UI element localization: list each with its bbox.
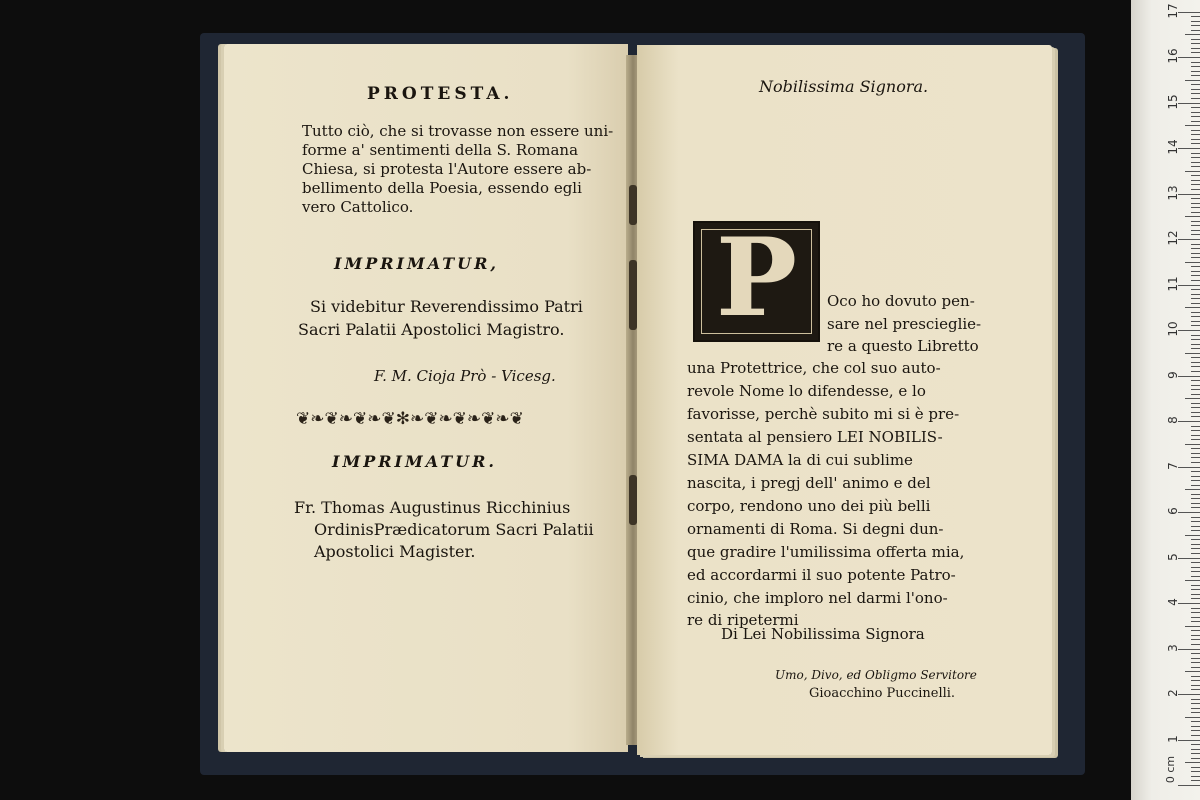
ruler-tick [1191, 48, 1200, 49]
ruler-tick [1191, 712, 1200, 713]
ruler-tick [1191, 749, 1200, 750]
letter-line-4: una Protettrice, che col suo auto- [687, 359, 941, 377]
ruler-tick [1191, 667, 1200, 668]
ruler-tick [1191, 184, 1200, 185]
ruler-tick [1191, 316, 1200, 317]
ruler-tick [1191, 43, 1200, 44]
ruler-tick [1178, 330, 1200, 331]
ruler-tick [1191, 576, 1200, 577]
ruler-tick [1191, 480, 1200, 481]
ruler-tick [1191, 325, 1200, 326]
ruler-tick [1185, 626, 1200, 627]
ruler-tick [1191, 439, 1200, 440]
ruler-tick [1178, 148, 1200, 149]
ruler-tick [1191, 21, 1200, 22]
ruler-tick [1185, 535, 1200, 536]
ruler-tick [1191, 52, 1200, 53]
ruler-tick [1191, 594, 1200, 595]
ruler-tick [1185, 262, 1200, 263]
ruler-tick [1191, 680, 1200, 681]
ruler-tick [1191, 548, 1200, 549]
ruler-tick [1191, 289, 1200, 290]
ruler-tick [1178, 194, 1200, 195]
ruler-tick [1191, 312, 1200, 313]
ruler-tick [1178, 57, 1200, 58]
ruler-tick [1191, 644, 1200, 645]
ruler-tick [1185, 171, 1200, 172]
initial-letter: P [715, 221, 798, 341]
right-page [637, 45, 1052, 755]
ruler-tick [1191, 203, 1200, 204]
ruler-tick [1178, 103, 1200, 104]
letter-line-3: re a questo Libretto [827, 337, 979, 355]
letter-line-7: sentata al pensiero LEI NOBILIS- [687, 428, 943, 446]
ruler-tick [1191, 553, 1200, 554]
gutter-tear [629, 185, 637, 225]
ruler-tick [1178, 694, 1200, 695]
closing-formula: Di Lei Nobilissima Signora [721, 625, 925, 643]
ruler-tick [1191, 621, 1200, 622]
ruler-unit-label: 0 cm [1164, 755, 1178, 784]
ruler-tick [1191, 225, 1200, 226]
ruler-tick [1191, 134, 1200, 135]
ruler-tick [1191, 776, 1200, 777]
ruler-tick [1191, 198, 1200, 199]
ruler-tick [1191, 157, 1200, 158]
ruler-tick [1185, 580, 1200, 581]
ruler-tick [1191, 234, 1200, 235]
ruler-tick [1191, 635, 1200, 636]
ruler-tick [1191, 767, 1200, 768]
ruler-tick [1191, 412, 1200, 413]
ruler-tick [1185, 489, 1200, 490]
imprimatur-2-line-1: Fr. Thomas Augustinus Ricchinius [294, 498, 571, 517]
ruler-tick [1191, 389, 1200, 390]
ruler-number: 4 [1166, 598, 1180, 606]
ruler-tick [1191, 371, 1200, 372]
ruler-tick [1191, 662, 1200, 663]
ruler-tick [1185, 717, 1200, 718]
ruler-tick [1191, 385, 1200, 386]
ruler-tick [1191, 166, 1200, 167]
ruler-number: 9 [1166, 370, 1180, 379]
ruler-number: 5 [1166, 552, 1180, 561]
ruler-tick [1191, 771, 1200, 772]
ruler-tick [1191, 348, 1200, 349]
ruler-tick [1191, 248, 1200, 249]
ruler-tick [1191, 517, 1200, 518]
ruler-tick [1191, 366, 1200, 367]
ruler-tick [1191, 394, 1200, 395]
ruler-tick [1178, 740, 1200, 741]
ruler-tick [1191, 426, 1200, 427]
ruler-tick [1185, 307, 1200, 308]
ruler-number: 17 [1166, 2, 1180, 19]
ruler-tick [1191, 539, 1200, 540]
ruler-tick [1191, 494, 1200, 495]
ruler-tick [1191, 362, 1200, 363]
protest-title: PROTESTA. [367, 84, 514, 104]
ruler-tick [1191, 62, 1200, 63]
ruler-tick [1191, 253, 1200, 254]
ruler-tick [1178, 467, 1200, 468]
gutter-tear [629, 475, 637, 525]
ruler-tick [1191, 430, 1200, 431]
ruler-tick [1191, 703, 1200, 704]
signature-title: Umo, Divo, ed Obligmo Servitore [775, 668, 977, 682]
letter-line-1: Oco ho dovuto pen- [827, 292, 975, 310]
signatory-1: F. M. Cioja Prò - Vicesg. [374, 367, 556, 385]
ruler-tick [1191, 485, 1200, 486]
ruler-tick [1191, 571, 1200, 572]
ruler-tick [1178, 285, 1200, 286]
ruler-tick [1191, 294, 1200, 295]
ruler-tick [1191, 676, 1200, 677]
ruler-tick [1191, 462, 1200, 463]
ruler-tick [1191, 567, 1200, 568]
ruler-tick [1191, 244, 1200, 245]
ruler-tick [1191, 471, 1200, 472]
ruler-tick [1191, 89, 1200, 90]
ruler-tick [1191, 93, 1200, 94]
ruler-tick [1178, 421, 1200, 422]
ruler-number: 6 [1166, 507, 1180, 515]
ruler-tick [1191, 130, 1200, 131]
letter-line-14: cinio, che imploro nel darmi l'ono- [687, 589, 948, 607]
signature-name: Gioacchino Puccinelli. [809, 686, 956, 701]
ruler-tick [1191, 407, 1200, 408]
ruler-tick [1191, 476, 1200, 477]
ruler-tick [1191, 321, 1200, 322]
ruler-tick [1191, 758, 1200, 759]
ruler-tick [1191, 380, 1200, 381]
ruler-tick [1191, 180, 1200, 181]
imprimatur-heading-1: IMPRIMATUR, [334, 254, 499, 273]
ruler-tick [1191, 721, 1200, 722]
letter-line-5: revole Nome lo difendesse, e lo [687, 382, 926, 400]
ruler-number: 7 [1166, 461, 1180, 470]
ruler-tick [1191, 598, 1200, 599]
protest-line-1: Tutto ciò, che si trovasse non essere uni- [302, 122, 614, 140]
ruler-tick [1191, 608, 1200, 609]
ruler-tick [1191, 699, 1200, 700]
letter-line-10: corpo, rendono uno dei più belli [687, 497, 931, 515]
ruler-tick [1191, 503, 1200, 504]
ornament-divider: ❦❧❦❧❦❧❦✻❧❦❧❦❧❦❧❦ [296, 409, 524, 429]
ruler-tick [1191, 121, 1200, 122]
imprimatur-1-line-1: Si videbitur Reverendissimo Patri [310, 297, 583, 316]
ruler-tick [1191, 726, 1200, 727]
ruler-tick [1191, 153, 1200, 154]
ruler-number: 16 [1166, 48, 1180, 64]
ruler-tick [1191, 344, 1200, 345]
ruler-tick [1191, 589, 1200, 590]
ruler-tick [1191, 175, 1200, 176]
ruler-number: 10 [1166, 321, 1180, 337]
ruler-tick [1185, 353, 1200, 354]
ruler-tick [1191, 780, 1200, 781]
letter-line-8: SIMA DAMA la di cui sublime [687, 451, 913, 469]
letter-line-15: re di ripetermi [687, 611, 799, 629]
letter-line-2: sare nel prescieglie- [827, 315, 982, 333]
ruler-tick [1191, 335, 1200, 336]
ruler-number: 13 [1166, 184, 1180, 201]
page-header: Nobilissima Signora. [759, 77, 929, 96]
letter-line-12: que gradire l'umilissima offerta mia, [687, 543, 965, 561]
protest-line-5: vero Cattolico. [302, 198, 414, 216]
ruler-number: 12 [1166, 230, 1180, 246]
ruler-tick [1191, 139, 1200, 140]
ruler-number: 15 [1166, 93, 1180, 110]
ruler-tick [1191, 526, 1200, 527]
ruler-tick [1191, 617, 1200, 618]
imprimatur-2-line-3: Apostolici Magister. [314, 542, 476, 561]
ruler-tick [1191, 98, 1200, 99]
ruler-tick [1191, 298, 1200, 299]
ruler-number: 2 [1166, 689, 1180, 697]
ruler-tick [1191, 744, 1200, 745]
ruler-tick [1191, 562, 1200, 563]
ruler-number: 14 [1166, 139, 1180, 155]
ruler-tick [1191, 271, 1200, 272]
ruler-tick [1191, 416, 1200, 417]
ruler-tick [1191, 275, 1200, 276]
measurement-ruler [1131, 0, 1200, 800]
ruler-tick [1185, 398, 1200, 399]
ruler-tick [1178, 12, 1200, 13]
ruler-tick [1191, 753, 1200, 754]
ruler-tick [1178, 512, 1200, 513]
ruler-tick [1191, 530, 1200, 531]
ruler-tick [1178, 603, 1200, 604]
ruler-tick [1191, 189, 1200, 190]
ruler-tick [1191, 639, 1200, 640]
ruler-tick [1191, 71, 1200, 72]
ruler-tick [1185, 80, 1200, 81]
ruler-tick [1191, 266, 1200, 267]
ruler-tick [1178, 376, 1200, 377]
ruler-tick [1191, 66, 1200, 67]
ruler-tick [1185, 671, 1200, 672]
ruler-tick [1178, 558, 1200, 559]
ruler-tick [1191, 612, 1200, 613]
ruler-number: 11 [1166, 275, 1180, 292]
ruler-tick [1191, 107, 1200, 108]
ruler-number: 3 [1166, 643, 1180, 652]
letter-line-6: favorisse, perchè subito mi si è pre- [687, 405, 960, 423]
decorated-initial [693, 221, 820, 342]
ruler-tick [1191, 689, 1200, 690]
ruler-tick [1191, 75, 1200, 76]
ruler-tick [1191, 207, 1200, 208]
ruler-tick [1191, 544, 1200, 545]
ruler-tick [1191, 84, 1200, 85]
imprimatur-1-line-2: Sacri Palatii Apostolici Magistro. [298, 320, 565, 339]
ruler-tick [1178, 649, 1200, 650]
ruler-tick [1191, 685, 1200, 686]
ruler-number: 1 [1166, 734, 1180, 743]
protest-line-4: bellimento della Poesia, essendo egli [302, 179, 582, 197]
ruler-tick [1191, 435, 1200, 436]
ruler-tick [1191, 16, 1200, 17]
letter-line-9: nascita, i pregj dell' animo e del [687, 474, 931, 492]
ruler-tick [1191, 39, 1200, 40]
ruler-tick [1185, 125, 1200, 126]
ruler-tick [1191, 25, 1200, 26]
ruler-tick [1191, 116, 1200, 117]
ruler-tick [1191, 112, 1200, 113]
ruler-tick [1191, 453, 1200, 454]
gutter-tear [629, 260, 637, 330]
ruler-tick [1191, 303, 1200, 304]
ruler-tick [1185, 34, 1200, 35]
ruler-tick [1191, 498, 1200, 499]
ruler-tick [1191, 339, 1200, 340]
ruler-tick [1191, 585, 1200, 586]
ruler-tick [1191, 280, 1200, 281]
ruler-tick [1191, 658, 1200, 659]
ruler-tick [1191, 143, 1200, 144]
ruler-tick [1191, 212, 1200, 213]
ruler-tick [1178, 785, 1200, 786]
ruler-tick [1191, 730, 1200, 731]
protest-line-2: forme a' sentimenti della S. Romana [302, 141, 579, 159]
ruler-number: 8 [1166, 416, 1180, 424]
ruler-tick [1191, 403, 1200, 404]
ruler-tick [1178, 239, 1200, 240]
ruler-tick [1185, 444, 1200, 445]
ruler-tick [1191, 230, 1200, 231]
ruler-tick [1185, 216, 1200, 217]
ruler-tick [1185, 762, 1200, 763]
imprimatur-heading-2: IMPRIMATUR. [332, 452, 497, 471]
ruler-tick [1191, 357, 1200, 358]
ruler-tick [1191, 653, 1200, 654]
letter-line-11: ornamenti di Roma. Si degni dun- [687, 520, 944, 538]
ruler-tick [1191, 630, 1200, 631]
ruler-tick [1191, 30, 1200, 31]
ruler-tick [1191, 221, 1200, 222]
letter-line-13: ed accordarmi il suo potente Patro- [687, 566, 956, 584]
ruler-tick [1191, 521, 1200, 522]
ruler-tick [1191, 507, 1200, 508]
protest-line-3: Chiesa, si protesta l'Autore essere ab- [302, 160, 592, 178]
imprimatur-2-line-2: OrdinisPrædicatorum Sacri Palatii [314, 520, 594, 539]
ruler-tick [1191, 457, 1200, 458]
ruler-tick [1191, 708, 1200, 709]
ruler-tick [1191, 162, 1200, 163]
ruler-tick [1191, 448, 1200, 449]
left-page [224, 44, 628, 752]
ruler-tick [1191, 735, 1200, 736]
ruler-tick [1191, 257, 1200, 258]
